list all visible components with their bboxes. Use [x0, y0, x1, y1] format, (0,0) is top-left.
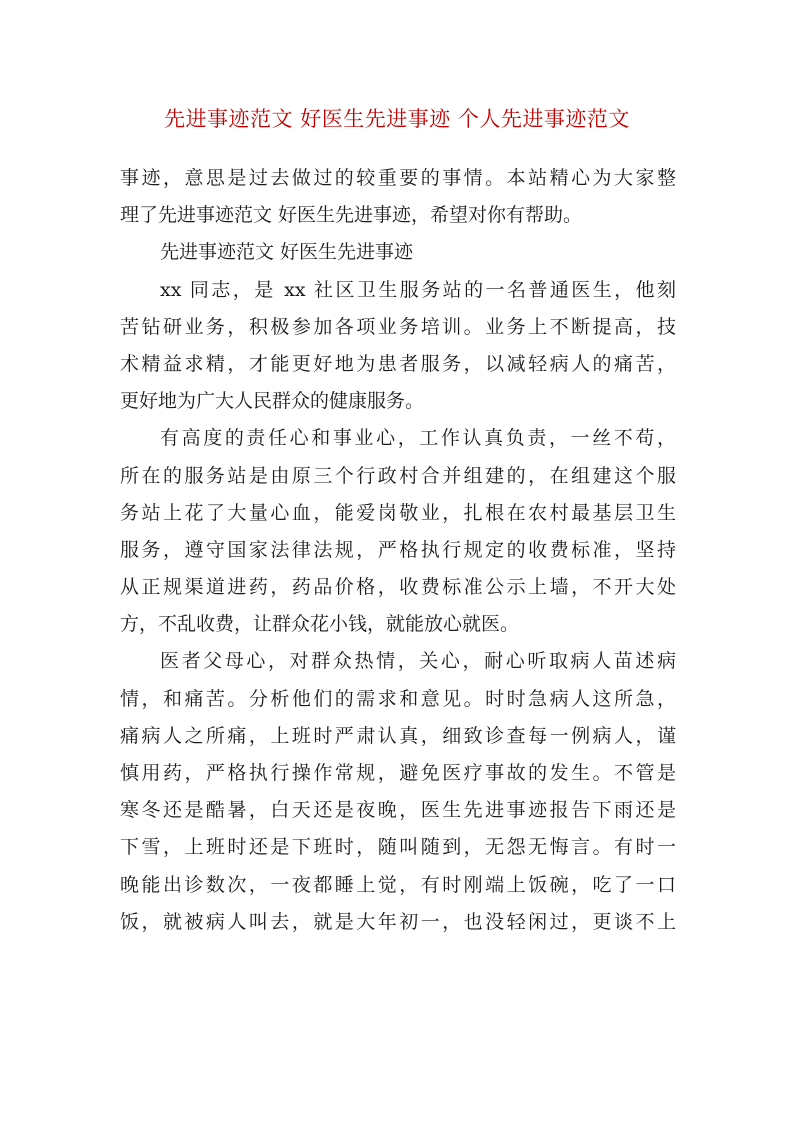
section-subtitle: 先进事迹范文 好医生先进事迹: [160, 241, 414, 264]
text-line: 晚能出诊数次，一夜都睡上觉，有时刚端上饭碗，吃了一口: [120, 873, 676, 896]
text-line: 有高度的责任心和事业心，工作认真负责，一丝不苟，: [160, 427, 676, 450]
text-line: 方，不乱收费，让群众花小钱，就能放心就医。: [120, 613, 520, 636]
text-line: 苦钻研业务，积极参加各项业务培训。业务上不断提高，技: [120, 315, 676, 338]
text-line: 医者父母心，对群众热情，关心，耐心听取病人苗述病: [160, 650, 676, 673]
text-line: 从正规渠道进药，药品价格，收费标准公示上墙，不开大处: [120, 576, 676, 599]
text-line: 寒冬还是酷暑，白天还是夜晚，医生先进事迹报告下雨还是: [120, 799, 676, 822]
text-line: 慎用药，严格执行操作常规，避免医疗事故的发生。不管是: [120, 762, 676, 784]
text-line: xx 同志，是 xx 社区卫生服务站的一名普通医生，他刻: [160, 278, 676, 301]
text-line: 服务，遵守国家法律法规，严格执行规定的收费标准，坚持: [120, 538, 676, 561]
text-line: 理了先进事迹范文 好医生先进事迹，希望对你有帮助。: [120, 204, 583, 227]
text-line: 痛病人之所痛，上班时严肃认真，细致诊查每一例病人，谨: [120, 724, 676, 747]
text-line: 情，和痛苦。分析他们的需求和意见。时时急病人这所急，: [120, 687, 676, 710]
text-line: 下雪，上班时还是下班时，随叫随到，无怨无悔言。有时一: [120, 836, 676, 859]
text-line: 务站上花了大量心血，能爱岗敬业，扎根在农村最基层卫生: [120, 501, 676, 524]
document-body: [120, 160, 676, 941]
text-line: 事迹，意思是过去做过的较重要的事情。本站精心为大家整: [120, 167, 676, 189]
text-line: 饭，就被病人叫去，就是大年初一，也没轻闲过，更谈不上: [120, 910, 676, 933]
text-line: 所在的服务站是由原三个行政村合并组建的，在组建这个服: [120, 464, 676, 487]
document-title: 先进事迹范文 好医生先进事迹 个人先进事迹范文: [164, 107, 630, 131]
text-line: 术精益求精，才能更好地为患者服务，以减轻病人的痛苦，: [120, 352, 676, 375]
text-line: 更好地为广大人民群众的健康服务。: [120, 390, 425, 413]
